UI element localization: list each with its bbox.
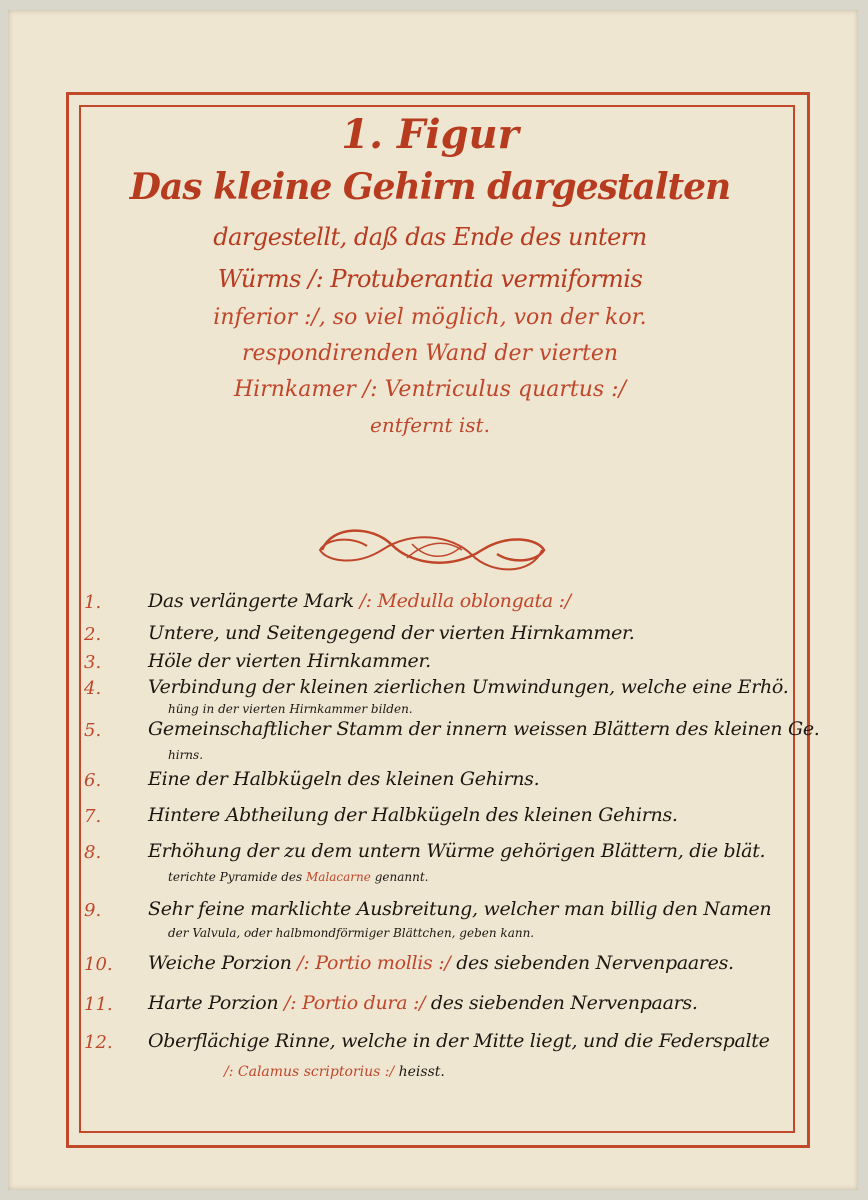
item-text xyxy=(148,992,698,1014)
item-red-name: Malacarne xyxy=(306,870,371,884)
item-text xyxy=(148,590,571,612)
item-number: 8. xyxy=(84,842,102,863)
item-text-main: Sehr feine marklichte Ausbreitung, welcher man billig den Namen xyxy=(148,898,772,920)
item-text-main: Erhöhung der zu dem untern Würme gehörigen Blättern, die blät. xyxy=(148,840,766,862)
item-text-main: Eine der Halbkügeln des kleinen Gehirns. xyxy=(148,768,540,790)
item-number: 6. xyxy=(84,770,102,791)
item-latin-term: /: Calamus scriptorius :/ xyxy=(224,1064,395,1080)
item-number: 9. xyxy=(84,900,102,921)
item-continuation xyxy=(224,1064,445,1080)
title-line-8: entfernt ist. xyxy=(370,413,490,437)
item-number: 7. xyxy=(84,806,102,827)
item-latin-term: /: Portio dura :/ xyxy=(278,992,426,1014)
item-continuation-end: genannt. xyxy=(370,870,429,884)
title-line-2: Das kleine Gehirn dargestalten xyxy=(129,166,731,208)
item-text-main: Harte Porzion xyxy=(148,992,279,1014)
calligraphic-flourish xyxy=(312,520,552,580)
item-text-main: Gemeinschaftlicher Stamm der innern weissen Blättern des kleinen Ge. xyxy=(148,718,820,740)
item-number: 12. xyxy=(84,1032,113,1053)
item-text-main: Höle der vierten Hirnkammer. xyxy=(148,650,431,672)
item-continuation-text: terichte Pyramide des xyxy=(168,870,306,884)
item-number: 3. xyxy=(84,652,102,673)
item-number: 4. xyxy=(84,678,102,699)
title-line-3: dargestellt, daß das Ende des untern xyxy=(213,223,647,251)
item-text-main: Verbindung der kleinen zierlichen Umwindungen, welche eine Erhö. xyxy=(148,676,789,698)
item-text xyxy=(148,952,734,974)
item-number: 11. xyxy=(84,994,113,1015)
title-block xyxy=(80,112,780,442)
item-continuation: hirns. xyxy=(168,748,204,762)
item-number: 5. xyxy=(84,720,102,741)
item-continuation: hüng in der vierten Hirnkammer bilden. xyxy=(168,702,413,716)
title-line-4: Würms /: Protuberantia vermiformis xyxy=(217,265,643,293)
item-number: 10. xyxy=(84,954,113,975)
item-continuation xyxy=(168,870,428,884)
item-text-main: Hintere Abtheilung der Halbkügeln des kleinen Gehirns. xyxy=(148,804,678,826)
item-latin-term: /: Medulla oblongata :/ xyxy=(353,590,571,612)
item-text-main: Das verlängerte Mark xyxy=(148,590,354,612)
title-line-5: inferior :/, so viel möglich, von der kor. xyxy=(213,305,647,330)
title-line-6: respondirenden Wand der vierten xyxy=(241,341,619,366)
title-line-7: Hirnkamer /: Ventriculus quartus :/ xyxy=(234,377,626,402)
item-text-end: des siebenden Nervenpaares. xyxy=(450,952,734,974)
item-text-end: des siebenden Nervenpaars. xyxy=(425,992,698,1014)
item-text-main: Untere, und Seitengegend der vierten Hirnkammer. xyxy=(148,622,635,644)
item-text-main: Weiche Porzion xyxy=(148,952,292,974)
item-continuation-end: heisst. xyxy=(394,1064,445,1080)
item-continuation: der Valvula, oder halbmondförmiger Blättchen, geben kann. xyxy=(168,926,535,940)
figure-heading: 1. Figur xyxy=(341,111,519,158)
item-number: 1. xyxy=(84,592,102,613)
item-number: 2. xyxy=(84,624,102,645)
item-text-main: Oberflächige Rinne, welche in der Mitte liegt, und die Federspalte xyxy=(148,1030,770,1052)
item-latin-term: /: Portio mollis :/ xyxy=(291,952,451,974)
